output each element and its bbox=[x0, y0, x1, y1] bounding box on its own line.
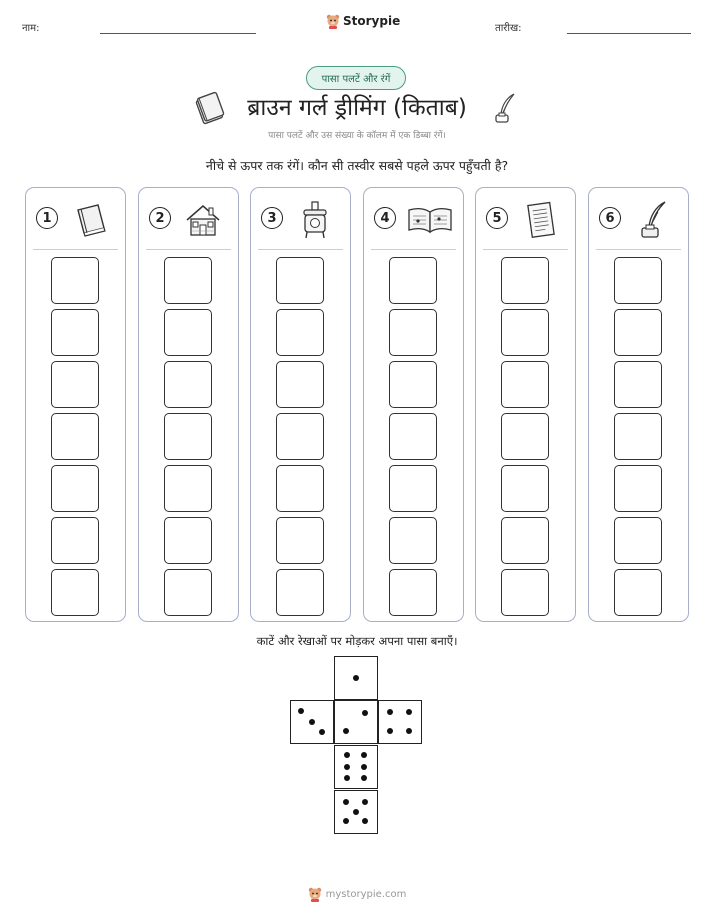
color-box[interactable] bbox=[389, 517, 437, 564]
color-box[interactable] bbox=[276, 517, 324, 564]
footer bbox=[0, 886, 714, 902]
color-box[interactable] bbox=[164, 361, 212, 408]
column-number: 3 bbox=[261, 207, 283, 229]
dice-pip bbox=[344, 764, 350, 770]
color-box[interactable] bbox=[501, 413, 549, 460]
dice-face-below bbox=[334, 745, 378, 789]
color-box[interactable] bbox=[501, 309, 549, 356]
color-box[interactable] bbox=[614, 257, 662, 304]
column-divider bbox=[33, 249, 118, 250]
color-box[interactable] bbox=[51, 465, 99, 512]
color-box[interactable] bbox=[164, 257, 212, 304]
dice-face-center bbox=[334, 700, 378, 744]
storypie-mascot-icon bbox=[326, 13, 340, 29]
color-box[interactable] bbox=[501, 361, 549, 408]
page-title: ब्राउन गर्ल ड्रीमिंग (किताब) bbox=[247, 95, 467, 121]
color-box[interactable] bbox=[501, 465, 549, 512]
dice-pip bbox=[362, 799, 368, 805]
color-box[interactable] bbox=[164, 465, 212, 512]
color-box[interactable] bbox=[276, 413, 324, 460]
name-line[interactable] bbox=[100, 33, 256, 34]
color-box[interactable] bbox=[614, 517, 662, 564]
wood-stove-icon bbox=[295, 200, 335, 240]
dice-pip bbox=[353, 809, 359, 815]
color-box[interactable] bbox=[389, 361, 437, 408]
color-box[interactable] bbox=[51, 309, 99, 356]
storypie-logo bbox=[326, 13, 400, 29]
color-box[interactable] bbox=[389, 465, 437, 512]
column-number: 1 bbox=[36, 207, 58, 229]
dice-pip bbox=[362, 818, 368, 824]
color-box[interactable] bbox=[614, 413, 662, 460]
date-line[interactable] bbox=[567, 33, 691, 34]
dice-pip bbox=[406, 709, 412, 715]
color-box[interactable] bbox=[614, 309, 662, 356]
color-box[interactable] bbox=[51, 569, 99, 616]
dice-pip bbox=[309, 719, 315, 725]
storypie-mascot-icon bbox=[308, 886, 322, 902]
color-box[interactable] bbox=[614, 569, 662, 616]
dice-pip bbox=[319, 729, 325, 735]
color-box[interactable] bbox=[276, 309, 324, 356]
dice-pip bbox=[344, 752, 350, 758]
dice-face-right bbox=[378, 700, 422, 744]
column-divider bbox=[483, 249, 568, 250]
column-number: 4 bbox=[374, 207, 396, 229]
music-book-icon bbox=[406, 200, 454, 240]
dice-pip bbox=[343, 728, 349, 734]
dice-pip bbox=[344, 775, 350, 781]
color-box[interactable] bbox=[501, 517, 549, 564]
column-3 bbox=[250, 187, 351, 622]
column-number: 2 bbox=[149, 207, 171, 229]
column-5 bbox=[475, 187, 576, 622]
color-box[interactable] bbox=[51, 361, 99, 408]
column-divider bbox=[371, 249, 456, 250]
color-box[interactable] bbox=[164, 413, 212, 460]
date-label: तारीख: bbox=[495, 23, 522, 34]
dice-face-top bbox=[334, 656, 378, 700]
column-number: 6 bbox=[599, 207, 621, 229]
color-box[interactable] bbox=[164, 569, 212, 616]
dice-pip bbox=[361, 764, 367, 770]
color-box[interactable] bbox=[164, 517, 212, 564]
column-divider bbox=[596, 249, 681, 250]
quill-inkwell-icon bbox=[492, 92, 520, 124]
dice-pip bbox=[298, 708, 304, 714]
quill-inkwell-icon bbox=[633, 200, 673, 240]
page-subtitle: पासा पलटें और उस संख्या के कॉलम में एक डिब्बा रंगें। bbox=[268, 131, 446, 141]
paper-page-icon bbox=[520, 200, 560, 240]
activity-badge: पासा पलटें और रंगें bbox=[306, 66, 406, 90]
color-box[interactable] bbox=[276, 361, 324, 408]
house-icon bbox=[183, 200, 223, 240]
footer-url[interactable]: mystorypie.com bbox=[325, 888, 407, 900]
name-label: नाम: bbox=[22, 23, 40, 34]
dice-face-left bbox=[290, 700, 334, 744]
color-box[interactable] bbox=[51, 517, 99, 564]
instruction-text: नीचे से ऊपर तक रंगें। कौन सी तस्वीर सबसे पहले ऊपर पहुँचती है? bbox=[205, 158, 509, 173]
dice-pip bbox=[387, 709, 393, 715]
column-4 bbox=[363, 187, 464, 622]
color-box[interactable] bbox=[51, 413, 99, 460]
book-icon bbox=[70, 200, 110, 240]
color-box[interactable] bbox=[164, 309, 212, 356]
dice-pip bbox=[343, 799, 349, 805]
dice-pip bbox=[361, 752, 367, 758]
dice-pip bbox=[406, 728, 412, 734]
cut-instruction: काटें और रेखाओं पर मोड़कर अपना पासा बनाएँ। bbox=[256, 634, 458, 648]
logo-text: Storypie bbox=[343, 14, 401, 28]
dice-pip bbox=[362, 710, 368, 716]
color-box[interactable] bbox=[501, 569, 549, 616]
color-box[interactable] bbox=[389, 413, 437, 460]
color-box[interactable] bbox=[389, 257, 437, 304]
column-6 bbox=[588, 187, 689, 622]
column-1 bbox=[25, 187, 126, 622]
column-number: 5 bbox=[486, 207, 508, 229]
color-box[interactable] bbox=[614, 465, 662, 512]
column-2 bbox=[138, 187, 239, 622]
column-divider bbox=[146, 249, 231, 250]
color-box[interactable] bbox=[276, 465, 324, 512]
dice-pip bbox=[361, 775, 367, 781]
color-box[interactable] bbox=[276, 257, 324, 304]
color-box[interactable] bbox=[389, 569, 437, 616]
color-box[interactable] bbox=[614, 361, 662, 408]
color-box[interactable] bbox=[501, 257, 549, 304]
dice-pip bbox=[353, 675, 359, 681]
color-box[interactable] bbox=[389, 309, 437, 356]
column-divider bbox=[258, 249, 343, 250]
color-box[interactable] bbox=[51, 257, 99, 304]
dice-pip bbox=[387, 728, 393, 734]
dice-face-bottom bbox=[334, 790, 378, 834]
dice-pip bbox=[343, 818, 349, 824]
color-box[interactable] bbox=[276, 569, 324, 616]
